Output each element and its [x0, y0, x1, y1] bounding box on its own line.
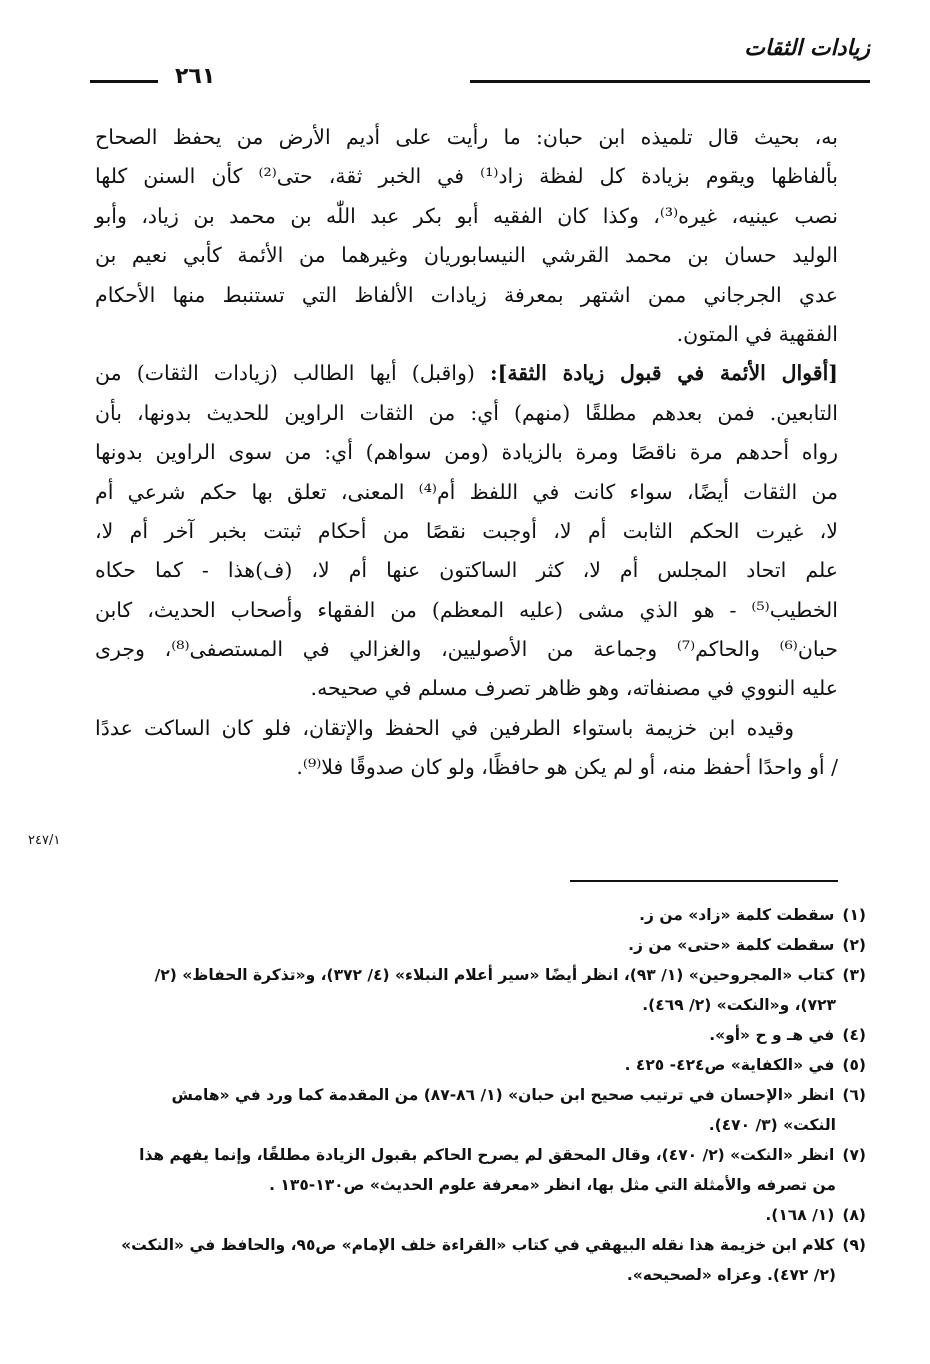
page-number: ٢٦١	[175, 64, 216, 89]
footnote-continuation: ٧٢٣)، و«النكت» (٢/ ٤٦٩).	[642, 996, 836, 1014]
body-line: / أو واحدًا أحفظ منه، أو لم يكن هو حافظًا، ولو كان صدوقًا فلا⁽⁹⁾.	[296, 755, 838, 780]
footnote-number: (٧)	[842, 1146, 866, 1164]
body-line: الوليد حسان بن محمد القرشي النيسابوريان وغيرهما من الأئمة كأبي نعيم بن	[95, 243, 838, 268]
footnote-text: كلام ابن خزيمة هذا نقله البيهقي في كتاب «القراءة خلف الإمام» ص٩٥، والحافظ في «النكت»	[121, 1236, 835, 1254]
footnote-text: انظر «النكت» (٢/ ٤٧٠)، وقال المحقق لم يصرح الحاكم بقبول الزيادة مطلقًا، وإنما يفهم هذا	[139, 1146, 835, 1164]
section-heading: [أقوال الأئمة في قبول زيادة الثقة]:	[490, 361, 839, 386]
footnote	[88, 930, 866, 960]
footnote-text: سقطت كلمة «زاد» من ز.	[639, 906, 835, 924]
header-rule-right	[470, 80, 870, 83]
footnote-number: (٨)	[842, 1206, 866, 1224]
body-line: عليه النووي في مصنفاته، وهو ظاهر تصرف مسلم في صحيحه.	[310, 676, 838, 701]
margin-reference: ٢٤٧/١	[28, 833, 61, 848]
footnote	[88, 1140, 866, 1200]
body-line: من الثقات أيضًا، سواء كانت في اللفظ أم⁽⁴⁾ المعنى، تعلق بها حكم شرعي أم	[95, 479, 839, 504]
footnote	[88, 1230, 866, 1290]
body-line: الخطيب⁽⁵⁾ - هو الذي مشى (عليه المعظم) من الفقهاء وأصحاب الحديث، كابن	[95, 597, 838, 622]
footnote	[88, 1020, 866, 1050]
body-line: حبان⁽⁶⁾ والحاكم⁽⁷⁾ وجماعة من الأصوليين، والغزالي في المستصفى⁽⁸⁾، وجرى	[95, 637, 838, 662]
body-line: نصب عينيه، غيره⁽³⁾، وكذا كان الفقيه أبو بكر عبد اللّٰه بن محمد بن زياد، وأبو	[95, 203, 838, 228]
footnote-number: (٦)	[842, 1086, 866, 1104]
footnote-number: (٤)	[842, 1026, 866, 1044]
body-line: به، بحيث قال تلميذه ابن حبان: ما رأيت على أديم الأرض من يحفظ الصحاح	[95, 125, 838, 149]
footnote-separator	[570, 880, 838, 882]
footnote-continuation: (٢/ ٤٧٢). وعزاه «لصحيحه».	[626, 1266, 836, 1284]
footnote-text: انظر «الإحسان في ترتيب صحيح ابن حبان» (١/ ٨٦-٨٧) من المقدمة كما ورد في «هامش	[171, 1086, 835, 1104]
body-line: رواه أحدهم مرة ناقصًا ومرة بالزيادة (ومن سواهم) أي: من سوى الراوين بدونها	[95, 440, 838, 465]
footnote-text: كتاب «المجروحين» (١/ ٩٣)، انظر أيضًا «سير أعلام النبلاء» (٤/ ٣٧٢)، و«تذكرة الحفاظ» (٢/	[154, 966, 835, 984]
footnote-text: في هـ و ح «أو».	[709, 1026, 835, 1044]
body-line: لا، غيرت الحكم الثابت أم لا، أوجبت نقصًا من أحكام ثبتت بخبر آخر أم لا،	[95, 518, 838, 543]
footnote-number: (٣)	[842, 966, 866, 984]
body-line: علم اتحاد المجلس أم لا، كثر الساكتون عنها أم لا، (ف)هذا - كما حكاه	[95, 558, 838, 583]
section-first-line	[95, 354, 838, 393]
footnote-text: (١/ ١٦٨).	[765, 1206, 835, 1224]
footnote	[88, 1200, 866, 1230]
footnote	[88, 1080, 866, 1140]
header-rule-left	[90, 80, 158, 83]
page-header	[90, 28, 870, 88]
footnote-number: (٥)	[842, 1056, 866, 1074]
footnote-text: سقطت كلمة «حتى» من ز.	[628, 936, 835, 954]
section-first-line-text: (واقبل) أيها الطالب (زيادات الثقات) من	[95, 361, 491, 386]
body-line: التابعين. فمن بعدهم مطلقًا (منهم) أي: من الثقات الراوين للحديث بدونها، بأن	[95, 400, 838, 425]
footnote-number: (٢)	[842, 936, 866, 954]
main-text	[95, 118, 838, 788]
footnote-number: (١)	[842, 906, 866, 924]
footnote	[88, 960, 866, 1020]
body-line: بألفاظها ويقوم بزيادة كل لفظة زاد⁽¹⁾ في الخبر ثقة، حتى⁽²⁾ كأن السنن كلها	[95, 164, 838, 189]
body-line: الفقهية في المتون.	[676, 321, 838, 346]
footnote	[88, 1050, 866, 1080]
body-line: عدي الجرجاني ممن اشتهر بمعرفة زيادات الألفاظ التي تستنبط منها الأحكام	[95, 282, 838, 307]
footnotes	[88, 900, 866, 1290]
running-title: زيادات الثقات	[744, 36, 870, 61]
footnote-text: في «الكفاية» ص٤٢٤- ٤٢٥ .	[624, 1056, 835, 1074]
body-line: وقيده ابن خزيمة باستواء الطرفين في الحفظ والإتقان، فلو كان الساكت عددًا	[95, 715, 794, 740]
footnote-number: (٩)	[842, 1236, 866, 1254]
footnote-continuation: من تصرفه والأمثلة التي مثل بها، انظر «معرفة علوم الحديث» ص١٣٠-١٣٥ .	[269, 1176, 836, 1194]
footnote	[88, 900, 866, 930]
footnote-continuation: النكت» (٣/ ٤٧٠).	[708, 1116, 836, 1134]
